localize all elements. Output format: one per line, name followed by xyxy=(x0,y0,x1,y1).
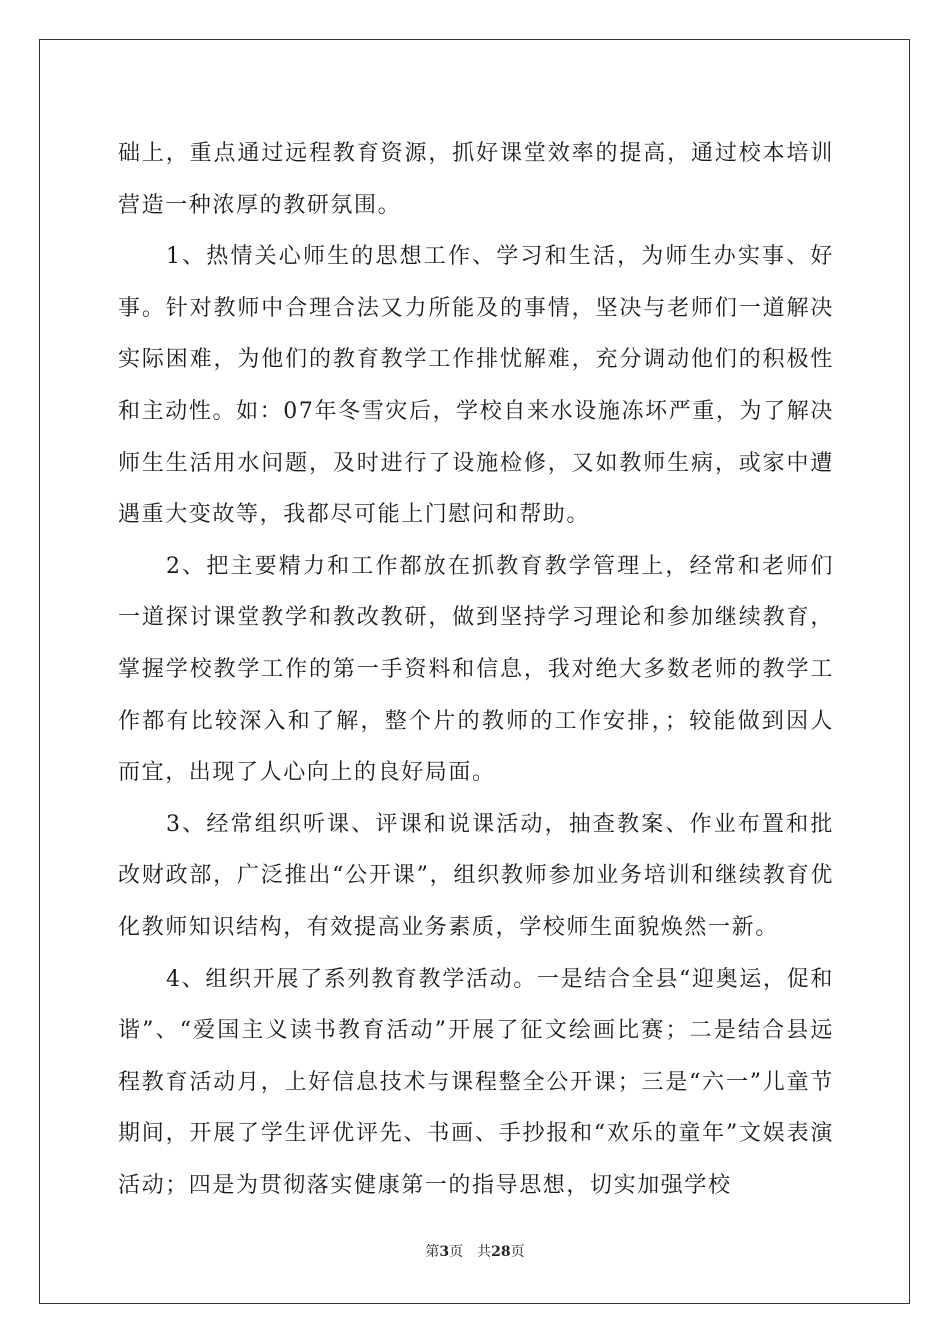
paragraph-item-2: 2、把主要精力和工作都放在抓教育教学管理上，经常和老师们一道探讨课堂教学和教改教研，做到坚持学习理论和参加继续教育，掌握学校教学工作的第一手资料和信息，我对绝大多数老师的教学工作都有比较深入和了解，整个片的教师的工作安排，；较能做到因人而宜，出现了人心向上的良好局面。 xyxy=(118,553,834,786)
paragraph-item-1: 1、热情关心师生的思想工作、学习和生活，为师生办实事、好事。针对教师中合理合法又力所能及的事情，坚决与老师们一道解决实际困难，为他们的教育教学工作排忧解难，充分调动他们的积极性和主动性。如：07年冬雪灾后，学校自来水设施冻坏严重，为了解决师生生活用水问题，及时进行了设施检修，又如教师生病，或家中遭遇重大变故等，我都尽可能上门慰问和帮助。 xyxy=(118,244,834,528)
page-suffix: 页 xyxy=(449,1244,464,1260)
page-prefix: 第 xyxy=(425,1244,440,1260)
paragraph-item-4: 4、组织开展了系列教育教学活动。一是结合全县“迎奥运，促和谐”、“爱国主义读书教育活动”开展了征文绘画比赛；二是结合县远程教育活动月，上好信息技术与课程整全公开课；三是“六一”儿童节期间，开展了学生评优评先、书画、手抄报和“欢乐的童年”文娱表演活动；四是为贯彻落实健康第一的指导思想，切实加强学校 xyxy=(118,966,834,1198)
total-pages: 28 xyxy=(491,1244,511,1260)
document-body xyxy=(118,128,834,1211)
page-footer xyxy=(0,1241,950,1261)
total-prefix: 共 xyxy=(477,1244,492,1260)
page-number: 3 xyxy=(439,1244,450,1260)
total-suffix: 页 xyxy=(510,1244,525,1260)
paragraph-continuation: 础上，重点通过远程教育资源，抓好课堂效率的提高，通过校本培训营造一种浓厚的教研氛围。 xyxy=(118,141,834,218)
paragraph-item-3: 3、经常组织听课、评课和说课活动，抽查教案、作业布置和批改财政部，广泛推出“公开课”，组织教师参加业务培训和继续教育优化教师知识结构，有效提高业务素质，学校师生面貌焕然一新。 xyxy=(118,811,834,940)
